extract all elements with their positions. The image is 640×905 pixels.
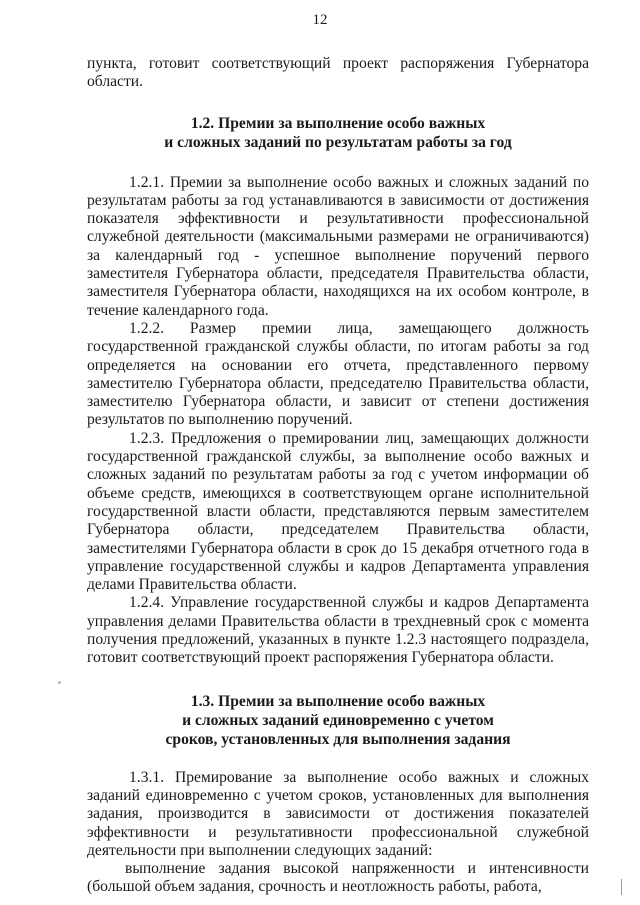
- paragraph-1-2-2: 1.2.2. Размер премии лица, замещающего должность государственной гражданской службы области, по итогам работы за год определяется на основании его отчета, представленного первому заместителю Губернатора области, председателю Правительства области, заместителю Губернатора области, и зависит от степени достижения результатов по выполнению поручений.: [87, 319, 589, 429]
- intro-paragraph: пункта, готовит соответствующий проект распоряжения Губернатора области.: [87, 55, 589, 91]
- scan-artifact-dot: [58, 681, 61, 684]
- section-1-2-heading: [87, 114, 589, 152]
- page-number: 12: [312, 12, 328, 28]
- section-1-3-title-line2: и сложных заданий единовременно с учетом: [182, 711, 494, 729]
- scan-artifact-mark: [621, 879, 622, 895]
- section-1-2-title-line1: 1.2. Премии за выполнение особо важных: [190, 114, 486, 132]
- paragraph-1-3-1: 1.3.1. Премирование за выполнение особо важных и сложных заданий единовременно с учетом сроков, установленных для выполнения задания, производится в зависимости от достижения показателей эффективности и результативности профессиональной служебной деятельности при выполнении следующих заданий:: [87, 768, 589, 859]
- section-1-2-title-line2: и сложных заданий по результатам работы за год: [164, 133, 512, 151]
- list-item-high-intensity: выполнение задания высокой напряженности и интенсивности (большой объем задания, срочность и неотложность работы, работа,: [87, 860, 589, 896]
- section-1-3-title-line3: сроков, установленных для выполнения задания: [165, 730, 511, 748]
- section-1-3-title-line1: 1.3. Премии за выполнение особо важных: [190, 692, 486, 710]
- paragraph-1-2-1: 1.2.1. Премии за выполнение особо важных и сложных заданий по результатам работы за год устанавливаются в зависимости от достижения показателя эффективности и результативности профессиональной служебной деятельности (максимальными размерами не ограничиваются) за календарный год - успешное выполнение поручений первого заместителя Губернатора области, председателя Правительства области, заместителя Губернатора области, находящихся на их особом контроле, в течение календарного года.: [87, 173, 589, 319]
- section-1-3-heading: [87, 692, 589, 749]
- paragraph-1-2-3: 1.2.3. Предложения о премировании лиц, замещающих должности государственной гражданской службы, за выполнение особо важных и сложных заданий по результатам работы за год с учетом информации об объеме средств, имеющихся в соответствующем органе исполнительной государственной власти области, представляются первым заместителем Губернатора области, председателем Правительства области, заместителями Губернатора области в срок до 15 декабря отчетного года в управление государственной службы и кадров Департамента управления делами Правительства области.: [87, 429, 589, 594]
- page-content: [87, 55, 589, 897]
- paragraph-1-2-4: 1.2.4. Управление государственной службы и кадров Департамента управления делами Правительства области в трехдневный срок с момента получения предложений, указанных в пункте 1.2.3 настоящего подраздела, готовит соответствующий проект распоряжения Губернатора области.: [87, 594, 589, 667]
